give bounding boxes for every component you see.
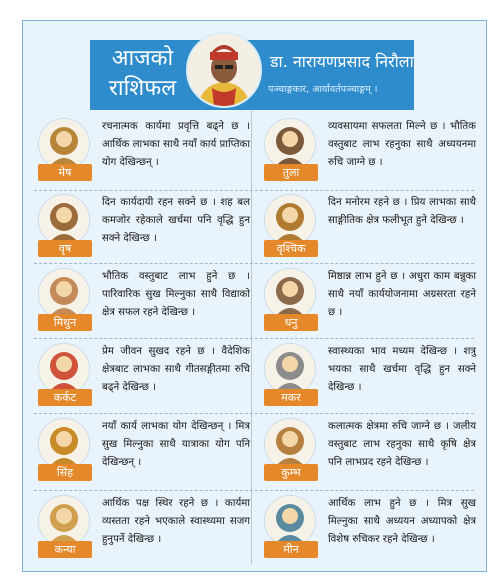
horoscope-text: मिष्ठान्न लाभ हुने छ । अधुरा काम बन्नुका साथै नयाँ कार्ययोजनामा अग्रसरता रहने छ । bbox=[328, 271, 476, 318]
cancer-icon bbox=[38, 343, 90, 395]
horoscope-text: दिन कार्यदायी रहन सक्ने छ । शह बल कमजोर रहेकाले खर्चमा पनि वृद्धि हुन सक्ने देखिन्छ । bbox=[102, 197, 250, 244]
sign-label: कन्या bbox=[38, 541, 92, 558]
sign-card bbox=[24, 194, 249, 264]
author-portrait bbox=[186, 32, 262, 108]
sign-label: धनु bbox=[264, 314, 318, 331]
horoscope-text: व्यवसायमा सफलता मिल्ने छ । भौतिक वस्तुबाट लाभ रहनुका साथै अध्ययनमा रुचि जाग्ने छ । bbox=[328, 121, 476, 168]
author-name: डा. नारायणप्रसाद निरौला bbox=[270, 52, 414, 71]
sign-label: वृश्चिक bbox=[264, 240, 318, 257]
sign-label: कर्कट bbox=[38, 389, 92, 406]
row-divider bbox=[34, 338, 474, 339]
sign-card bbox=[24, 268, 249, 338]
scorpio-icon bbox=[264, 194, 316, 246]
sign-label: मकर bbox=[264, 389, 318, 406]
sign-card bbox=[250, 268, 475, 338]
title-line-1: आजको bbox=[111, 46, 174, 71]
sign-card bbox=[24, 418, 249, 488]
sign-label: सिंह bbox=[38, 464, 92, 481]
sign-card bbox=[250, 495, 475, 565]
sign-label: वृष bbox=[38, 240, 92, 257]
header-banner bbox=[90, 40, 414, 110]
horoscope-text: रचनात्मक कार्यमा प्रवृत्ति बढ्ने छ । आर्थिक लाभका साथै नयाँ कार्य प्राप्तिका योग देखिन्छन् । bbox=[102, 121, 250, 168]
horoscope-text: प्रेम जीवन सुखद रहने छ । वैदेशिक क्षेत्रबाट लाभका साथै गीतसङ्गीतमा रुचि बढ्ने देखिन्छ । bbox=[102, 346, 250, 393]
sign-label: मेष bbox=[38, 164, 92, 181]
capricorn-icon bbox=[264, 343, 316, 395]
row-divider bbox=[34, 413, 474, 414]
horoscope-text: भौतिक वस्तुबाट लाभ हुने छ । पारिवारिक सुख मिल्नुका साथै विद्याको क्षेत्र सफल रहने देखिन्छ । bbox=[102, 271, 250, 318]
sign-card bbox=[250, 418, 475, 488]
row-divider bbox=[34, 490, 474, 491]
libra-icon bbox=[264, 118, 316, 170]
author-description: पञ्चाङ्गकार, आर्यावर्तपञ्चाङ्गम् । bbox=[268, 84, 378, 95]
leo-icon bbox=[38, 418, 90, 470]
page-title bbox=[90, 44, 195, 104]
aries-icon bbox=[38, 118, 90, 170]
sign-card bbox=[250, 194, 475, 264]
sign-label: तुला bbox=[264, 164, 318, 181]
horoscope-text: कलात्मक क्षेत्रमा रुचि जाग्ने छ । जलीय वस्तुबाट लाभ रहनुका साथै कृषि क्षेत्र पनि लाभप्रद रहने देखिन्छ । bbox=[328, 421, 476, 468]
virgo-icon bbox=[38, 495, 90, 547]
row-divider bbox=[34, 190, 474, 191]
taurus-icon bbox=[38, 194, 90, 246]
sign-card bbox=[24, 343, 249, 413]
gemini-icon bbox=[38, 268, 90, 320]
horoscope-text: आर्थिक पक्ष स्थिर रहने छ । कार्यमा व्यस्तता रहने भएकाले स्वास्थ्यमा सजग हुनुपर्ने देखिन्छ । bbox=[102, 498, 250, 545]
sign-label: कुम्भ bbox=[264, 464, 318, 481]
pisces-icon bbox=[264, 495, 316, 547]
sign-card bbox=[24, 495, 249, 565]
sign-card bbox=[250, 343, 475, 413]
horoscope-text: नयाँ कार्य लाभका योग देखिन्छन् । मित्र सुख मिल्नुका साथै यात्राका योग पनि देखिन्छन् । bbox=[102, 421, 250, 468]
horoscope-text: स्वास्थ्यका भाव मध्यम देखिन्छ । शत्रु भयका साथै खर्चमा वृद्धि हुन सक्ने देखिन्छ । bbox=[328, 346, 476, 393]
sign-label: मीन bbox=[264, 541, 318, 558]
horoscope-text: आर्थिक लाभ हुने छ । मित्र सुख मिल्नुका साथै अध्ययन अध्यापको क्षेत्र विशेष रुचिकर रहने देखिन्छ । bbox=[328, 498, 476, 545]
aquarius-icon bbox=[264, 418, 316, 470]
sign-card bbox=[250, 118, 475, 188]
sign-label: मिथुन bbox=[38, 314, 92, 331]
sign-card bbox=[24, 118, 249, 188]
horoscope-text: दिन मनोरम रहने छ । प्रिय लाभका साथै साङ्गीतिक क्षेत्र फलीभूत हुने देखिन्छ । bbox=[328, 197, 476, 226]
title-line-2: राशिफल bbox=[108, 76, 177, 101]
sagittarius-icon bbox=[264, 268, 316, 320]
